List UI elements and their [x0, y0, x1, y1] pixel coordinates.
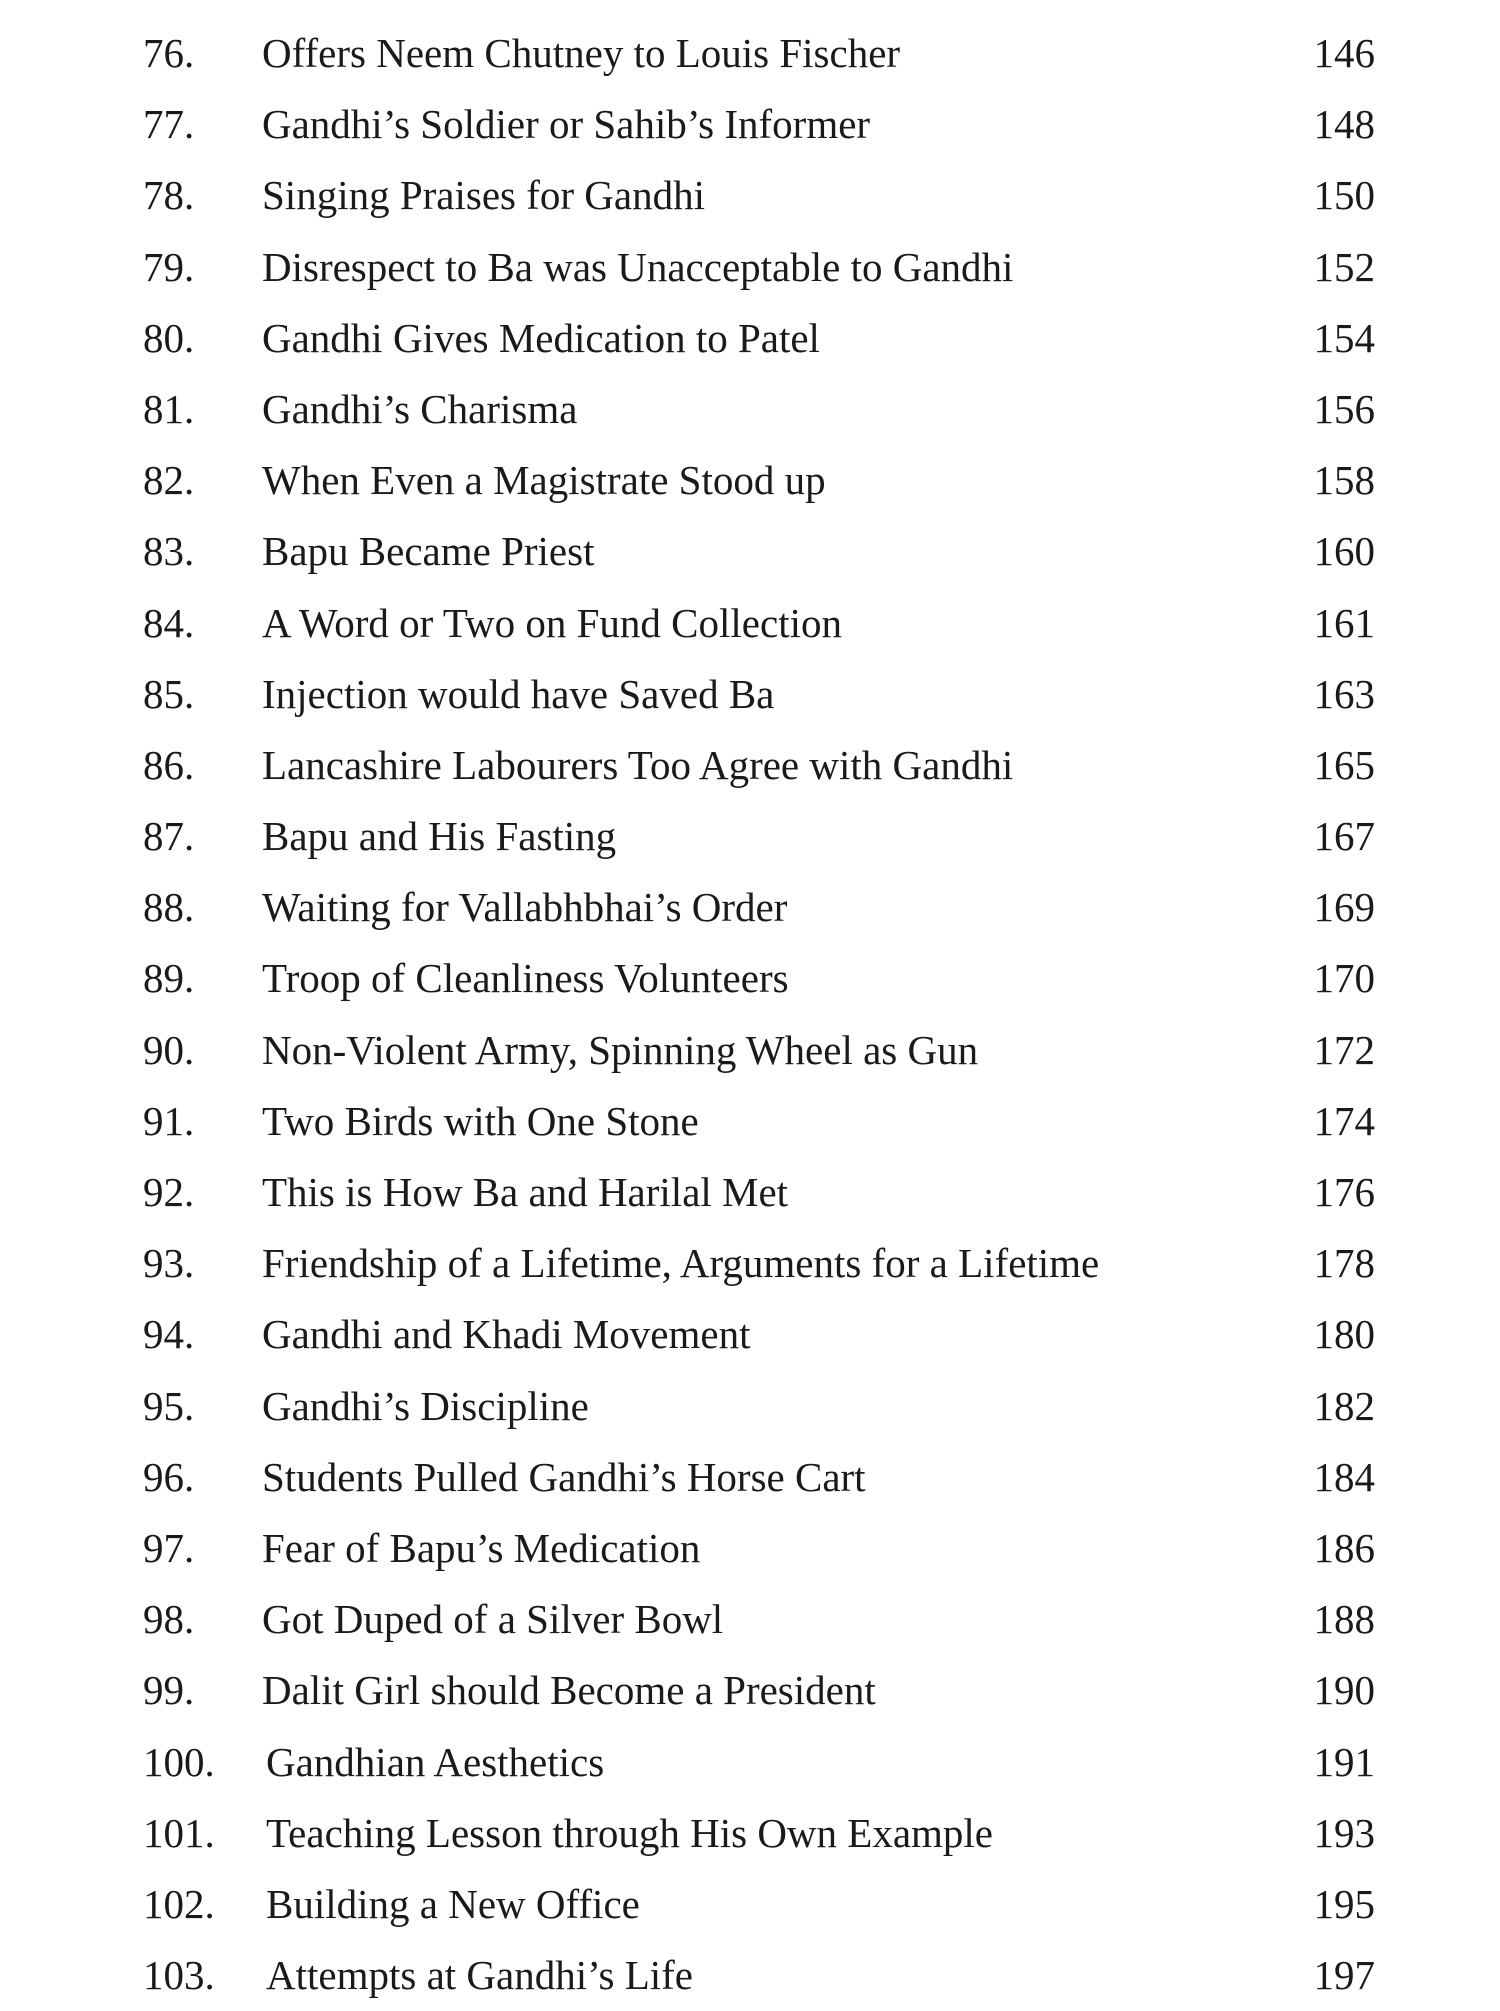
entry-number: 85.	[143, 670, 195, 717]
toc-entry	[0, 374, 1500, 445]
toc-entry	[0, 588, 1500, 659]
entry-number: 79.	[143, 243, 195, 290]
entry-page-number: 176	[1313, 1169, 1375, 1215]
entry-number: 90.	[143, 1026, 195, 1073]
toc-entry	[0, 1015, 1500, 1086]
entry-title: Non-Violent Army, Spinning Wheel as Gun	[262, 1026, 979, 1073]
toc-entry	[0, 1940, 1500, 2011]
entry-page-number: 160	[1313, 528, 1375, 575]
entry-title: Students Pulled Gandhi’s Horse Cart	[262, 1453, 866, 1500]
entry-page-number: 182	[1313, 1382, 1375, 1429]
entry-number: 97.	[143, 1524, 195, 1571]
entry-title: Injection would have Saved Ba	[262, 670, 775, 717]
entry-number: 101.	[143, 1809, 215, 1856]
entry-page-number: 150	[1313, 172, 1375, 219]
toc-entry	[0, 1513, 1500, 1584]
toc-entry	[0, 1299, 1500, 1370]
entry-number: 100.	[143, 1738, 215, 1785]
entry-title: Two Birds with One Stone	[262, 1097, 699, 1144]
entry-number: 103.	[143, 1952, 215, 1999]
entry-title: Singing Praises for Gandhi	[262, 172, 705, 219]
entry-page-number: 161	[1313, 599, 1375, 646]
toc-entry	[0, 89, 1500, 160]
entry-page-number: 197	[1313, 1952, 1375, 1999]
entry-title: Building a New Office	[266, 1880, 640, 1927]
entry-title: Troop of Cleanliness Volunteers	[262, 955, 789, 1002]
entry-title: Fear of Bapu’s Medication	[262, 1524, 701, 1571]
entry-page-number: 158	[1313, 457, 1375, 504]
toc-entry	[0, 1727, 1500, 1798]
entry-number: 84.	[143, 599, 195, 646]
toc-entry	[0, 730, 1500, 801]
entry-title: Bapu Became Priest	[262, 528, 595, 575]
entry-number: 102.	[143, 1880, 215, 1927]
toc-entry	[0, 1442, 1500, 1513]
entry-number: 98.	[143, 1596, 195, 1643]
entry-number: 89.	[143, 955, 195, 1002]
entry-page-number: 174	[1313, 1097, 1375, 1144]
entry-number: 93.	[143, 1240, 195, 1287]
entry-number: 88.	[143, 884, 195, 931]
entry-number: 83.	[143, 528, 195, 575]
entry-page-number: 170	[1313, 955, 1375, 1002]
entry-page-number: 154	[1313, 314, 1375, 361]
entry-title: Friendship of a Lifetime, Arguments for a Lifetime	[262, 1240, 1100, 1287]
entry-title: Attempts at Gandhi’s Life	[266, 1952, 693, 1999]
entry-title: This is How Ba and Harilal Met	[262, 1169, 789, 1215]
toc-entry	[0, 1655, 1500, 1726]
entry-title: Disrespect to Ba was Unacceptable to Gandhi	[262, 243, 1014, 290]
toc-entry	[0, 1584, 1500, 1655]
entry-page-number: 156	[1313, 385, 1375, 432]
entry-page-number: 165	[1313, 741, 1375, 788]
entry-page-number: 186	[1313, 1524, 1375, 1571]
toc-entry	[0, 872, 1500, 943]
entry-page-number: 180	[1313, 1311, 1375, 1358]
entry-page-number: 167	[1313, 813, 1375, 860]
toc-entry	[0, 445, 1500, 516]
entry-number: 95.	[143, 1382, 195, 1429]
entry-title: Gandhi Gives Medication to Patel	[262, 314, 820, 361]
entry-title: Gandhi and Khadi Movement	[262, 1311, 751, 1358]
toc-entry	[0, 160, 1500, 231]
entry-number: 91.	[143, 1097, 195, 1144]
toc-entry	[0, 303, 1500, 374]
entry-page-number: 152	[1313, 243, 1375, 290]
entry-number: 80.	[143, 314, 195, 361]
entry-title: A Word or Two on Fund Collection	[262, 599, 842, 646]
entry-title: Gandhi’s Discipline	[262, 1382, 589, 1429]
toc-entry	[0, 232, 1500, 303]
entry-number: 76.	[143, 30, 195, 76]
entry-title: Teaching Lesson through His Own Example	[266, 1809, 994, 1856]
toc-entry	[0, 1798, 1500, 1869]
entry-number: 92.	[143, 1169, 195, 1215]
entry-title: When Even a Magistrate Stood up	[262, 457, 826, 504]
entry-page-number: 169	[1313, 884, 1375, 931]
entry-page-number: 146	[1313, 30, 1375, 76]
table-of-contents	[0, 18, 1500, 2011]
entry-title: Gandhi’s Soldier or Sahib’s Informer	[262, 101, 871, 148]
toc-entry	[0, 1157, 1500, 1228]
entry-number: 81.	[143, 385, 195, 432]
entry-number: 94.	[143, 1311, 195, 1358]
entry-number: 77.	[143, 101, 195, 148]
entry-page-number: 184	[1313, 1453, 1375, 1500]
entry-page-number: 163	[1313, 670, 1375, 717]
entry-title: Offers Neem Chutney to Louis Fischer	[262, 30, 901, 76]
entry-page-number: 190	[1313, 1667, 1375, 1714]
toc-entry	[0, 1228, 1500, 1299]
entry-title: Gandhi’s Charisma	[262, 385, 578, 432]
entry-page-number: 193	[1313, 1809, 1375, 1856]
entry-page-number: 178	[1313, 1240, 1375, 1287]
entry-number: 96.	[143, 1453, 195, 1500]
entry-page-number: 172	[1313, 1026, 1375, 1073]
entry-title: Gandhian Aesthetics	[266, 1738, 605, 1785]
entry-page-number: 148	[1313, 101, 1375, 148]
toc-entry	[0, 943, 1500, 1014]
entry-number: 82.	[143, 457, 195, 504]
toc-entry	[0, 1869, 1500, 1940]
toc-entry	[0, 18, 1500, 89]
entry-title: Dalit Girl should Become a President	[262, 1667, 876, 1714]
entry-number: 87.	[143, 813, 195, 860]
toc-entry	[0, 516, 1500, 587]
entry-title: Bapu and His Fasting	[262, 813, 617, 860]
entry-title: Waiting for Vallabhbhai’s Order	[262, 884, 788, 931]
entry-page-number: 195	[1313, 1880, 1375, 1927]
entry-number: 78.	[143, 172, 195, 219]
toc-entry	[0, 1086, 1500, 1157]
entry-number: 86.	[143, 741, 195, 788]
entry-page-number: 191	[1313, 1738, 1375, 1785]
entry-title: Lancashire Labourers Too Agree with Gandhi	[262, 741, 1014, 788]
entry-number: 99.	[143, 1667, 195, 1714]
entry-title: Got Duped of a Silver Bowl	[262, 1596, 724, 1643]
toc-entry	[0, 1371, 1500, 1442]
toc-entry	[0, 659, 1500, 730]
toc-entry	[0, 801, 1500, 872]
entry-page-number: 188	[1313, 1596, 1375, 1643]
